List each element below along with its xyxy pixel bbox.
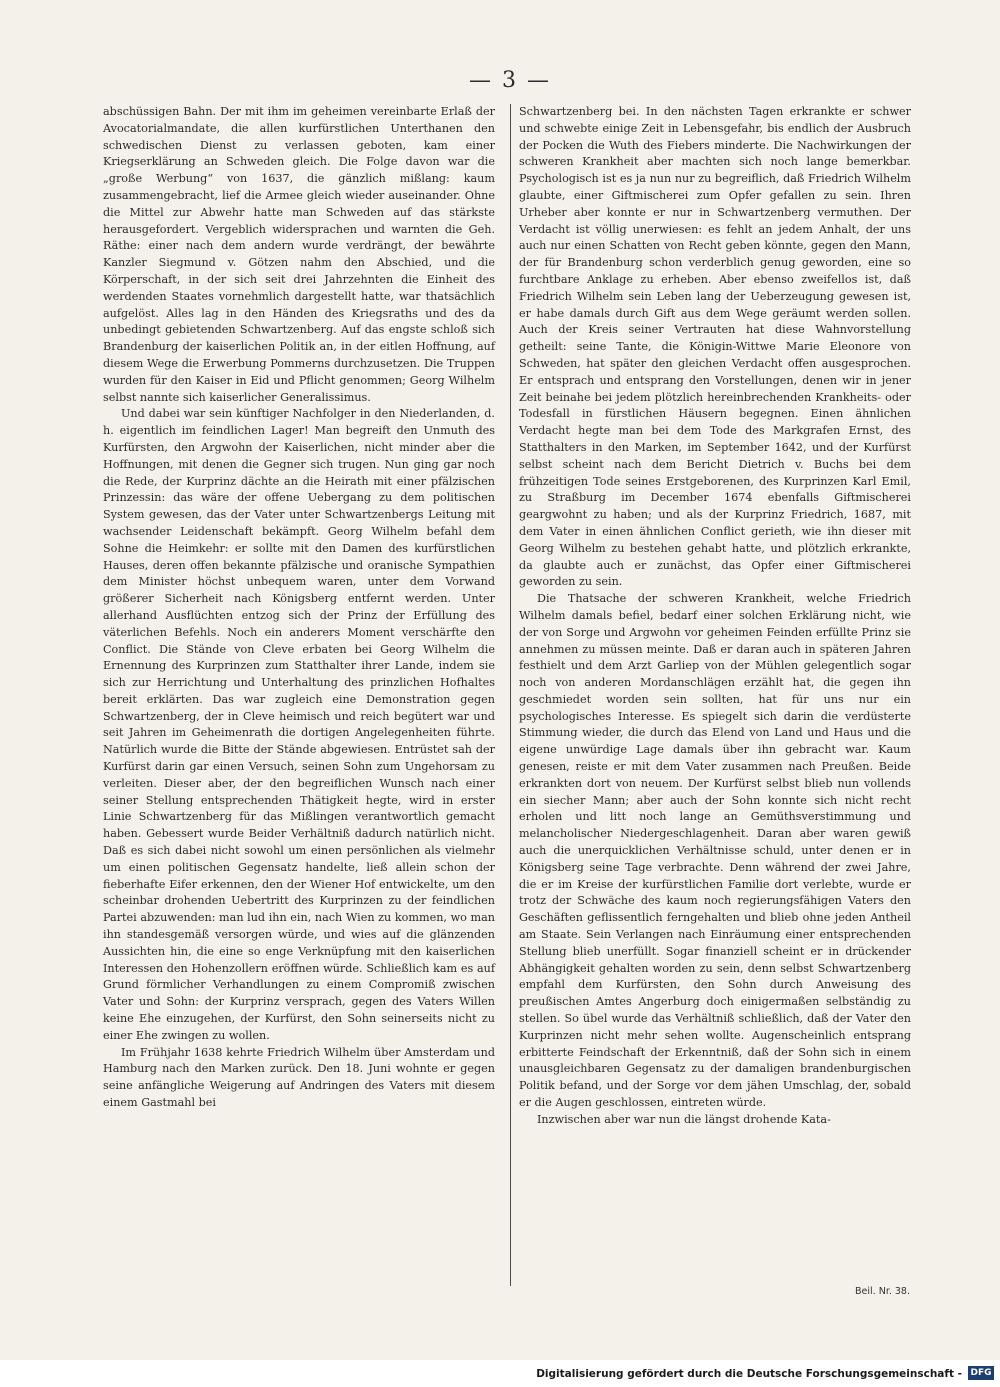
paragraph: Inzwischen aber war nun die längst drohende Kata- — [537, 1112, 831, 1126]
signature-mark: Beil. Nr. 38. — [855, 1286, 910, 1297]
column-divider — [510, 104, 511, 1286]
left-column — [103, 104, 495, 1112]
dfg-logo-icon: DFG — [968, 1366, 994, 1380]
paragraph: Die Thatsache der schweren Krankheit, welche Friedrich Wilhelm damals befiel, bedarf einer solchen Erklärung nicht, wie der von Sorge und Argwohn vor geheimen Feinden erfüllte Prinz sie annehmen zu müssen meinte. Daß er daran auch in späteren Jahren festhielt und dem Arzt Garliep von der Mühlen gelegentlich sogar noch von anderen Mordanschlägen erzählt hat, die gegen ihn geschmiedet worden sein sollten, hat für uns nur ein psychologisches Interesse. Es spiegelt sich darin die verdüsterte Stimmung wieder, die durch das Elend von Land und Haus und die eigene unwürdige Lage damals über ihn gebracht war. Kaum genesen, reiste er mit dem Vater zusammen nach Preußen. Beide erkrankten dort von neuem. Der Kurfürst selbst blieb nun vollends ein siecher Mann; aber auch der Sohn konnte sich nicht recht erholen und litt noch lange an Gemüthsverstimmung und melancholischer Niedergeschlagenheit. Daran aber waren gewiß auch die unerquicklichen Verhältnisse schuld, unter denen er in Königsberg seine Tage verbrachte. Denn während der zwei Jahre, die er im Kreise der kurfürstlichen Familie dort verlebte, wurde er trotz der Schwäche des kaum noch regierungsfähigen Vaters den Geschäften geflissentlich ferngehalten und blieb ohne jeden Antheil am Staate. Sein Verlangen nach Einräumung einer entsprechenden Stellung blieb unerfüllt. Sogar finanziell scheint er in drückender Abhängigkeit gehalten worden zu sein, denn selbst Schwartzenberg empfahl dem Kurfürsten, den Sohn durch Anweisung des preußischen Amtes Angerburg doch einigermaßen selbständig zu stellen. So übel wurde das Verhältniß schließlich, daß der Vater den Kurprinzen nicht mehr sehen wollte. Augenscheinlich entsprang erbitterte Feindschaft der Erkenntniß, daß der Sohn sich in einem unausgleichbaren Gegensatz zu der damaligen brandenburgischen Politik befand, und der Sorge vor dem jähen Umschlag, der, sobald er die Augen geschlossen, eintreten würde. — [519, 592, 911, 1110]
paragraph: abschüssigen Bahn. Der mit ihm im geheimen vereinbarte Erlaß der Avocatorialmandate, die allen kurfürstlichen Unterthanen den schwedischen Dienst zu verlassen geboten, kam einer Kriegserklärung an Schweden gleich. Die Folge davon war die „große Werbung“ von 1637, die gänzlich mißlang: kaum zusammengebracht, lief die Armee gleich wieder auseinander. Ohne die Mittel zur Abwehr hatte man Schweden auf das stärkste herausgefordert. Vergeblich widersprachen und warnten die Geh. Räthe: einer nach dem andern wurde verdrängt, der bewährte Kanzler Siegmund v. Götzen nahm den Abschied, und die Körperschaft, in der sich seit drei Jahrzehnten die Einheit des werdenden Staates vornehmlich dargestellt hatte, war thatsächlich aufgelöst. Alles lag in den Händen des Kriegsraths und des da unbedingt gebietenden Schwartzenberg. Auf das engste schloß sich Brandenburg der kaiserlichen Politik an, in der eitlen Hoffnung, auf diesem Wege die Erwerbung Pommerns durchzusetzen. Die Truppen wurden für den Kaiser in Eid und Pflicht genommen; Georg Wilhelm selbst nannte sich kaiserlicher Generalissimus. — [103, 105, 495, 404]
paragraph: Schwartzenberg bei. In den nächsten Tagen erkrankte er schwer und schwebte einige Zeit in Lebensgefahr, bis endlich der Ausbruch der Pocken die Wuth des Fiebers minderte. Die Nachwirkungen der schweren Krankheit aber machten sich noch lange bemerkbar. Psychologisch ist es ja nun nur zu begreiflich, daß Friedrich Wilhelm glaubte, einer Giftmischerei zum Opfer gefallen zu sein. Ihren Urheber aber konnte er nur in Schwartzenberg vermuthen. Der Verdacht ist völlig unerwiesen: es fehlt an jedem Anhalt, der uns auch nur einen Schatten von Recht geben könnte, gegen den Mann, der für Brandenburg schon verderblich genug geworden, eine so furchtbare Anklage zu erheben. Aber ebenso zweifellos ist, daß Friedrich Wilhelm sein Leben lang der Ueberzeugung gewesen ist, er habe damals durch Gift aus dem Wege geräumt werden sollen. Auch der Kreis seiner Vertrauten hat diese Wahnvorstellung getheilt: seine Tante, die Königin-Wittwe Marie Eleonore von Schweden, hat später den gleichen Verdacht offen ausgesprochen. Er entsprach und entsprang den Vorstellungen, denen wir in jener Zeit beinahe bei jedem plötzlich hereinbrechenden Krankheits- oder Todesfall in fürstlichen Häusern begegnen. Einen ähnlichen Verdacht hegte man bei dem Tode des Markgrafen Ernst, des Statthalters in den Marken, im September 1642, und der Kurfürst selbst scheint nach dem Bericht Dietrich v. Buchs bei dem frühzeitigen Tode seines Erstgeborenen, des Kurprinzen Karl Emil, zu Straßburg im December 1674 ebenfalls Giftmischerei geargwohnt zu haben; und als der Kurprinz Friedrich, 1687, mit dem Vater in einen ähnlichen Conflict gerieth, wie ihn dieser mit Georg Wilhelm zu bestehen gehabt hatte, und plötzlich erkrankte, da glaubte auch er zunächst, das Opfer einer Giftmischerei geworden zu sein. — [519, 105, 911, 589]
paragraph: Im Frühjahr 1638 kehrte Friedrich Wilhelm über Amsterdam und Hamburg nach den Marken zurück. Den 18. Juni wohnte er gegen seine anfängliche Weigerung auf Andringen des Vaters mit diesem einem Gastmahl bei — [103, 1045, 495, 1110]
paragraph: Und dabei war sein künftiger Nachfolger in den Niederlanden, d. h. eigentlich im feindlichen Lager! Man begreift den Unmuth des Kurfürsten, den Argwohn der Kaiserlichen, nicht minder aber die Hoffnungen, mit denen die Gegner sich trugen. Nun ging gar noch die Rede, der Kurprinz dächte an die Heirath mit einer pfälzischen Prinzessin: das wäre der offene Uebergang zu dem politischen System gewesen, das der Vater unter Schwartzenbergs Leitung mit wachsender Leidenschaft bekämpft. Georg Wilhelm befahl dem Sohne die Heimkehr: er sollte mit den Damen des kurfürstlichen Hauses, deren offen bekannte pfälzische und oranische Sympathien dem Minister höchst unbequem waren, unter dem Vorwand größerer Sicherheit nach Königsberg entfernt werden. Unter allerhand Ausflüchten entzog sich der Prinz der Erfüllung des väterlichen Befehls. Noch ein anderers Moment verschärfte den Conflict. Die Stände von Cleve erbaten bei Georg Wilhelm die Ernennung des Kurprinzen zum Statthalter ihrer Lande, indem sie sich zur Herrichtung und Unterhaltung des prinzlichen Hofhaltes bereit erklärten. Das war zugleich eine Demonstration gegen Schwartzenberg, der in Cleve heimisch und reich begütert war und seit Jahren im Geheimenrath die dortigen Angelegenheiten führte. Natürlich wurde die Bitte der Stände abgewiesen. Entrüstet sah der Kurfürst darin gar einen Versuch, seinen Sohn zum Ungehorsam zu verleiten. Dieser aber, der den begreiflichen Wunsch nach einer seiner Stellung entsprechenden Thätigkeit hegte, wird in erster Linie Schwartzenberg für das Mißlingen verantwortlich gemacht haben. Gebessert wurde Beider Verhältniß dadurch natürlich nicht. Daß es sich dabei nicht sowohl um einen persönlichen als vielmehr um einen politischen Gegensatz handelte, ließ allein schon der fieberhafte Eifer erkennen, den der Wiener Hof entwickelte, um den scheinbar drohenden Uebertritt des Kurprinzen zu der feindlichen Partei abzuwenden: man lud ihn ein, nach Wien zu kommen, wo man ihn standesgemäß versorgen würde, und wies auf die glänzenden Aussichten hin, die eine so enge Verknüpfung mit den kaiserlichen Interessen den Hohenzollern eröffnen würde. Schließlich kam es auf Grund förmlicher Verhandlungen zu einem Compromiß zwischen Vater und Sohn: der Kurprinz versprach, gegen des Vaters Willen keine Ehe einzugehen, der Kurfürst, den Sohn seinerseits nicht zu einer Ehe zwingen zu wollen. — [103, 407, 495, 1042]
footer-bar — [0, 1360, 1000, 1387]
page-number: — 3 — — [469, 68, 551, 93]
funding-notice: Digitalisierung gefördert durch die Deutsche Forschungsgemeinschaft - — [536, 1368, 962, 1380]
right-column — [519, 104, 911, 1129]
